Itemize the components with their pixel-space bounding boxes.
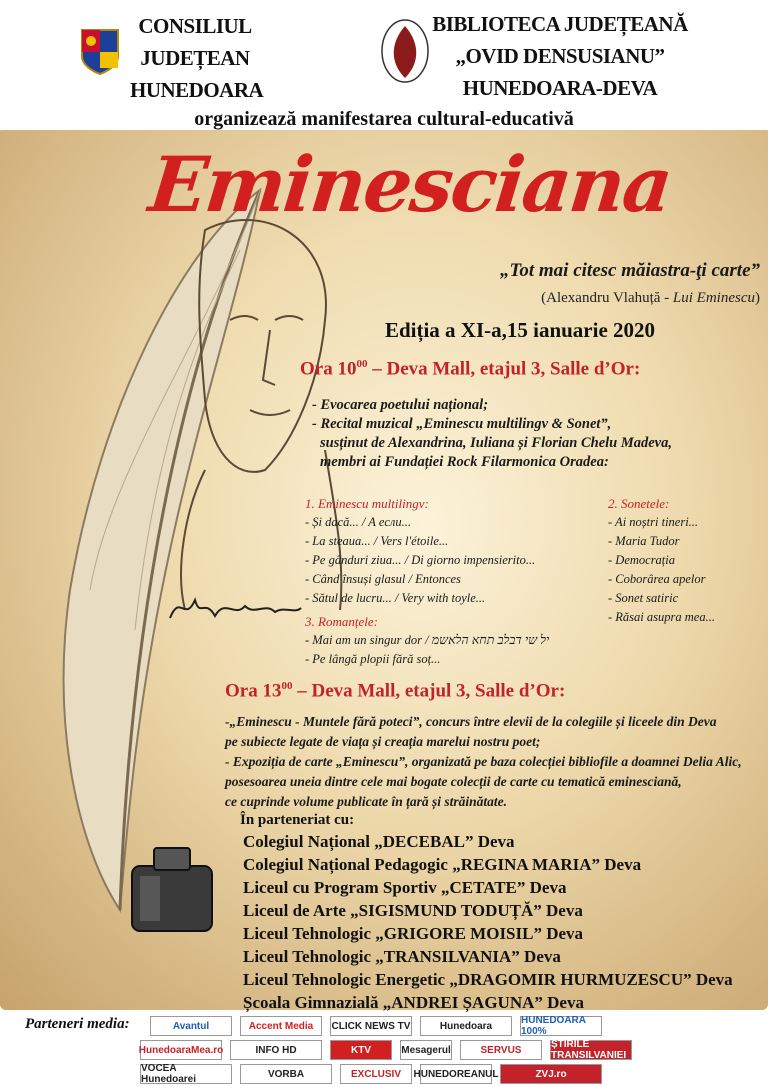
media-logo: SERVUS: [460, 1040, 542, 1060]
session1-description: - Evocarea poetului național; - Recital muzical „Eminescu multilingv & Sonet”, susținut de Alexandrina, Iuliana și Florian Chelu Madeva, membri ai Fundației Rock Filarmonica Oradea:: [312, 397, 672, 470]
library-name: BIBLIOTECA JUDEȚEANĂ „OVID DENSUSIANU” HUNEDOARA-DEVA: [432, 12, 688, 100]
media-logo: Accent Media: [240, 1016, 322, 1036]
session2-heading: Ora $13^{00}$ – Deva Mall, etajul 3, Salle d’Or:: [225, 680, 566, 702]
organizer-line: organizează manifestarea cultural-educativă: [194, 108, 574, 130]
partnership-label: În parteneriat cu:: [240, 812, 355, 828]
list-item: Liceul Tehnologic Energetic „DRAGOMIR HURMUZESCU” Deva: [243, 970, 733, 989]
media-logo: CLICK NEWS TV: [330, 1016, 412, 1036]
list-item: Liceul Tehnologic „TRANSILVANIA” Deva: [243, 947, 561, 966]
media-logo: HunedoaraMea.ro: [140, 1040, 222, 1060]
list-romantele: 3. Romanțele: - Mai am un singur dor / יל שי דבלב תחא הלאשמ - Pe lângă plopii fără soț...: [305, 614, 550, 666]
media-logo: VOCEA Hunedoarei: [140, 1064, 232, 1084]
media-logo: VORBA: [240, 1064, 332, 1084]
media-logo: EXCLUSIV: [340, 1064, 412, 1084]
media-logo: INFO HD: [230, 1040, 322, 1060]
media-logo: ZVJ.ro: [500, 1064, 602, 1084]
event-motto: „Tot mai citesc măiastra-ţi carte”: [500, 260, 760, 281]
list-item: Liceul cu Program Sportiv „CETATE” Deva: [243, 878, 567, 897]
media-logo: ȘTIRILE TRANSILVANIEI: [550, 1040, 632, 1060]
list-item: Școala Gimnazială „ANDREI ȘAGUNA” Deva: [243, 993, 584, 1012]
county-crest-icon: [80, 28, 120, 76]
media-logo: KTV: [330, 1040, 392, 1060]
session1-heading: Ora $10^{00}$ – Deva Mall, etajul 3, Salle d’Or:: [300, 358, 641, 380]
list-item: Colegiul Național Pedagogic „REGINA MARIA” Deva: [243, 855, 642, 874]
inkwell-icon: [122, 836, 222, 936]
media-partners-logos: [140, 1012, 760, 1084]
event-title: Eminesciana: [145, 140, 675, 229]
edition-date: Ediția a XI-a,15 ianuarie 2020: [384, 318, 656, 342]
list-item: Liceul de Arte „SIGISMUND TODUȚĂ” Deva: [243, 901, 583, 920]
media-logo: Hunedoara: [420, 1016, 512, 1036]
media-logo: HUNEDOREANUL: [420, 1064, 492, 1084]
partner-schools-list: [243, 830, 763, 1014]
county-council-name: CONSILIUL JUDEȚEAN HUNEDOARA: [130, 14, 264, 102]
list-eminescu-multilingv: 1. Eminescu multilingv: - Și dacă... / A ecли... - La steaua... / Vers l'étoile... - Pe gânduri ziua... / Di giorno impensierito... - Când însuși glasul / Entonces - Sătul de lucru... / Very with toyle...: [305, 496, 536, 605]
list-item: Colegiul Național „DECEBAL” Deva: [243, 832, 515, 851]
media-logo: Mesagerul: [400, 1040, 452, 1060]
media-logo: HUNEDOARA 100%: [520, 1016, 602, 1036]
session2-description: -„Eminescu - Muntele fără poteci”, concurs între elevii de la colegiile și liceele din Deva pe subiecte legate de viața și creația marelui nostru poet; - Expoziția de carte „Eminescu”, organizată pe baza colecției bibliofile a doamnei Delia Alic, posesoarea uneia dintre cele mai bogate colecții de carte cu tematică eminesciană, ce cuprinde volume publicate în țară și străinătate.: [225, 714, 742, 809]
media-partners-label: Parteneri media:: [25, 1016, 130, 1032]
list-item: Liceul Tehnologic „GRIGORE MOISIL” Deva: [243, 924, 584, 943]
list-sonetele: 2. Sonetele: - Ai noștri tineri... - Maria Tudor - Democrația - Coborârea apelor - Sonet satiric - Răsai asupra mea...: [608, 496, 715, 624]
media-logo: Avantul: [150, 1016, 232, 1036]
motto-citation: (Alexandru Vlahuță - Lui Eminescu): [541, 290, 760, 306]
eminescu-signature: [165, 588, 305, 628]
